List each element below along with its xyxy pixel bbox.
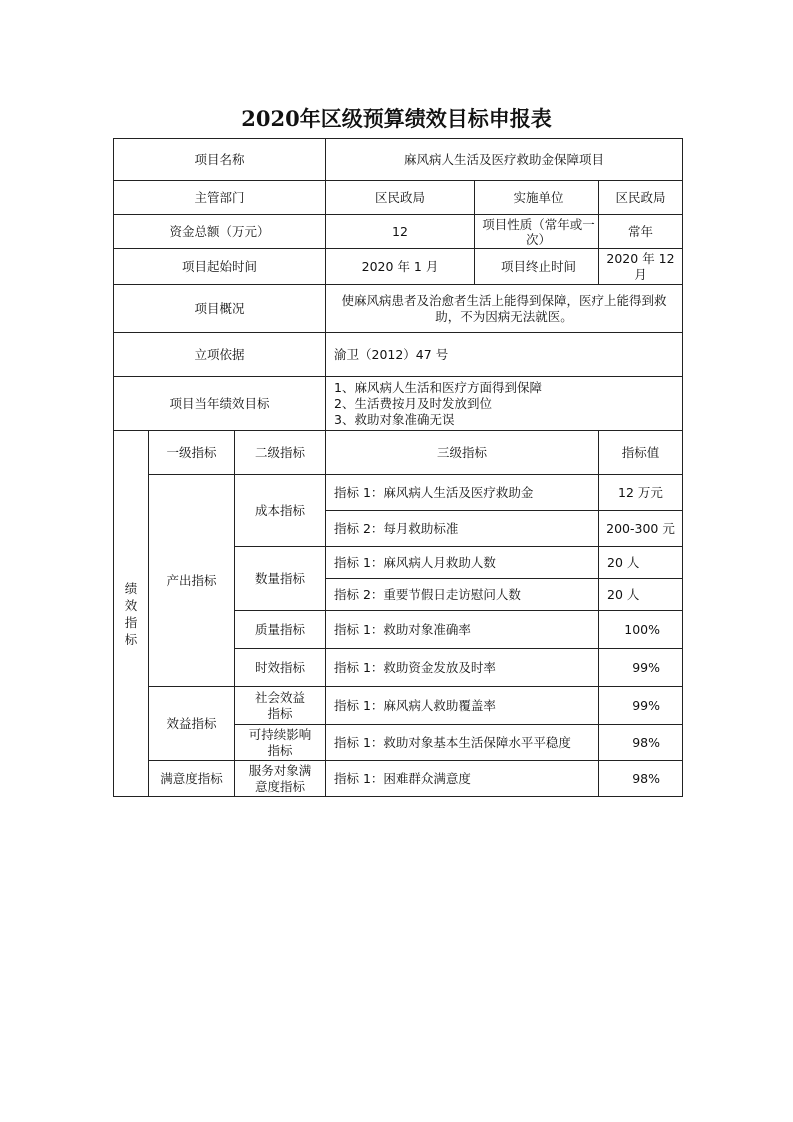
goal-item: 3、救助对象准确无误 (334, 411, 455, 427)
timeliness-indicator-label: 时效指标 (235, 649, 326, 687)
quality-indicator-1-value: 100% (599, 611, 683, 649)
quality-indicator-1: 指标 1：救助对象准确率 (326, 611, 599, 649)
output-indicator-label: 产出指标 (149, 475, 235, 687)
row-overview (114, 285, 683, 333)
benefit-indicator-label: 效益指标 (149, 687, 235, 761)
end-label: 项目终止时间 (500, 258, 576, 274)
row-basis (114, 333, 683, 377)
row-department (114, 181, 683, 215)
project-name-label: 项目名称 (114, 139, 326, 181)
fund-value-text: 12 (326, 215, 475, 248)
social-benefit-1-value: 99% (599, 687, 683, 725)
goal-item: 1、麻风病人生活和医疗方面得到保障 (334, 379, 542, 395)
page-title: 2020年区级预算绩效目标申报表 (241, 106, 552, 131)
start-value (326, 249, 599, 285)
row-project-name (114, 139, 683, 181)
header-level2: 二级指标 (235, 431, 326, 475)
cost-indicator-1-value: 12 万元 (599, 475, 683, 511)
fund-value (326, 215, 599, 249)
table-row (114, 761, 683, 797)
basis-label: 立项依据 (114, 333, 326, 377)
dept-value-text: 区民政局 (326, 181, 475, 214)
quantity-indicator-1-value: 20 人 (599, 547, 683, 579)
header-level1: 一级指标 (149, 431, 235, 475)
quantity-indicator-1: 指标 1：麻风病人月救助人数 (326, 547, 599, 579)
goal-item: 2、生活费按月及时发放到位 (334, 395, 492, 411)
cost-indicator-1: 指标 1：麻风病人生活及医疗救助金 (326, 475, 599, 511)
row-period (114, 249, 683, 285)
quality-indicator-label: 质量指标 (235, 611, 326, 649)
sustainability-1: 指标 1：救助对象基本生活保障水平平稳度 (326, 725, 599, 761)
budget-performance-table (113, 138, 683, 797)
satisfaction-indicator-label: 满意度指标 (149, 761, 235, 797)
cost-indicator-2: 指标 2：每月救助标准 (326, 511, 599, 547)
row-fund (114, 215, 683, 249)
sustainability-label: 可持续影响指标 (235, 725, 326, 761)
cost-indicator-2-value: 200-300 元 (599, 511, 683, 547)
dept-value (326, 181, 599, 215)
nature-value: 常年 (599, 215, 683, 249)
row-goals (114, 377, 683, 431)
satisfaction-1-value: 98% (599, 761, 683, 797)
indicator-header-row (114, 431, 683, 475)
header-level3: 三级指标 (326, 431, 599, 475)
header-value: 指标值 (599, 431, 683, 475)
project-name-value: 麻风病人生活及医疗救助金保障项目 (326, 139, 683, 181)
performance-side-label: 绩效指标 (114, 431, 149, 797)
cost-indicator-label: 成本指标 (235, 475, 326, 547)
quantity-indicator-2-value: 20 人 (599, 579, 683, 611)
quantity-indicator-label: 数量指标 (235, 547, 326, 611)
table-row (114, 687, 683, 725)
impl-value: 区民政局 (599, 181, 683, 215)
overview-value: 使麻风病患者及治愈者生活上能得到保障，医疗上能得到救助，不为因病无法就医。 (326, 285, 683, 333)
fund-label: 资金总额（万元） (114, 215, 326, 249)
basis-value: 渝卫（2012）47 号 (326, 333, 683, 377)
end-value: 2020 年 12 月 (599, 249, 683, 285)
quantity-indicator-2: 指标 2：重要节假日走访慰问人数 (326, 579, 599, 611)
goal-list (326, 377, 683, 431)
timeliness-indicator-1: 指标 1：救助资金发放及时率 (326, 649, 599, 687)
timeliness-indicator-1-value: 99% (599, 649, 683, 687)
satisfaction-1: 指标 1：困难群众满意度 (326, 761, 599, 797)
dept-label: 主管部门 (114, 181, 326, 215)
social-benefit-label: 社会效益指标 (235, 687, 326, 725)
goal-label: 项目当年绩效目标 (114, 377, 326, 431)
start-label: 项目起始时间 (114, 249, 326, 285)
service-satisfaction-label: 服务对象满意度指标 (235, 761, 326, 797)
table-row (114, 475, 683, 511)
social-benefit-1: 指标 1：麻风病人救助覆盖率 (326, 687, 599, 725)
overview-label: 项目概况 (114, 285, 326, 333)
impl-label: 实施单位 (513, 189, 564, 205)
nature-label: 项目性质（常年或一次） (482, 216, 595, 247)
sustainability-1-value: 98% (599, 725, 683, 761)
start-value-text: 2020 年 1 月 (326, 249, 475, 284)
